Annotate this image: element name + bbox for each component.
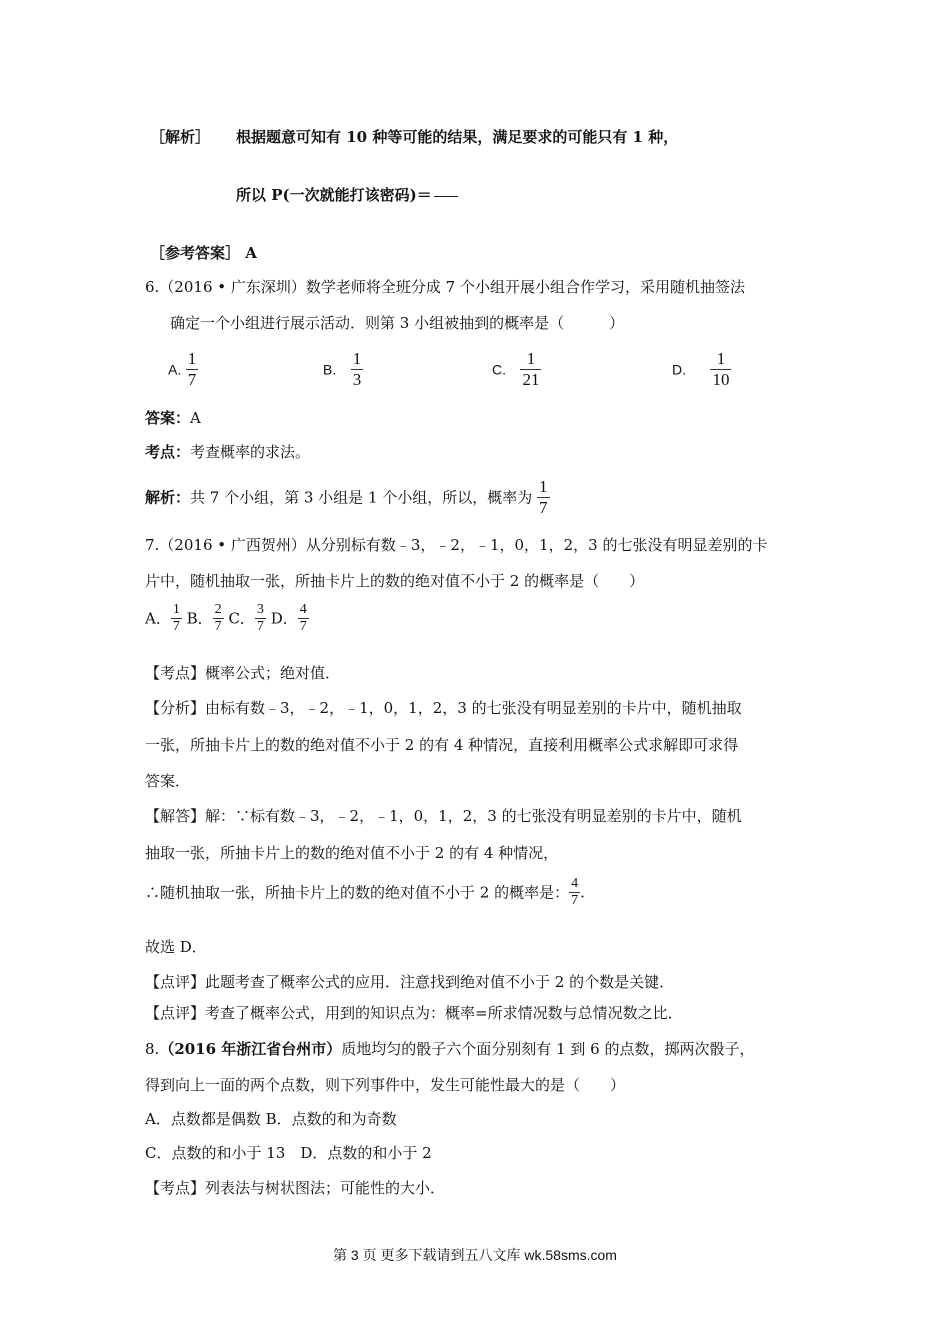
q6-option-c: C. $\frac{1}{21}$ [492, 349, 540, 389]
q6-answer-label: 答案： [145, 409, 191, 427]
q7-fenxi-line-3: 答案． [145, 772, 191, 790]
analysis-line-2 [236, 185, 458, 205]
q6-answer [145, 408, 201, 428]
fraction-blank [434, 196, 458, 197]
q7-stem-line-1: 7.（2016 • 广西贺州）从分别标有数﹣3，﹣2，﹣1，0，1，2，3 的七张没有明显差别的卡 [145, 536, 768, 554]
q7-guxuan: 故选 D． [145, 938, 207, 956]
analysis-line-1: 根据题意可知有 10 种等可能的结果，满足要求的可能只有 1 种， [236, 128, 679, 146]
q7-jieda-line-3 [145, 876, 585, 909]
q8-options-ab: A．点数都是偶数 B．点数的和为奇数 [145, 1110, 397, 1128]
q8-kaodian: 【考点】列表法与树状图法；可能性的大小． [145, 1179, 446, 1197]
q8-options-cd: C．点数的和小于 13 D．点数的和小于 2 [145, 1144, 432, 1162]
q6-point-label: 考点： [145, 443, 191, 461]
q7-jieda-fraction: $\frac{4}{7}$ [571, 876, 579, 908]
q7-option-c-fraction: $\frac{3}{7}$ [256, 602, 264, 634]
q6-answer-value: A [190, 409, 201, 427]
q6-option-a-fraction: $\frac{1}{7}$ [187, 349, 197, 389]
reference-answer-value: A [245, 244, 257, 262]
q7-option-d-fraction: $\frac{4}{7}$ [299, 602, 307, 634]
q7-fenxi-line-1: 【分析】由标有数﹣3，﹣2，﹣1，0，1，2，3 的七张没有明显差别的卡片中，随机抽取 [145, 699, 742, 717]
q7-option-c-label: C． [228, 609, 255, 628]
analysis-line-2-text: 所以 P(一次就能打该密码)＝ [236, 186, 432, 204]
q7-dianping-2: 【点评】考查了概率公式，用到的知识点为：概率=所求情况数与总情况数之比． [145, 1004, 683, 1022]
q8-stem-line-1 [145, 1039, 754, 1059]
q6-point [145, 442, 310, 462]
q7-kaodian: 【考点】概率公式；绝对值． [145, 664, 341, 682]
analysis-label: ［解析］ [150, 128, 211, 146]
q7-dianping-1: 【点评】此题考查了概率公式的应用．注意找到绝对值不小于 2 的个数是关键． [145, 973, 675, 991]
q7-option-a-label: A． [145, 609, 171, 628]
q7-options [145, 602, 309, 646]
q7-option-b-fraction: $\frac{2}{7}$ [214, 602, 222, 634]
q6-analysis [145, 477, 550, 518]
reference-answer-label: ［参考答案］ [150, 244, 241, 262]
q7-option-b-label: B． [186, 609, 213, 628]
q7-option-a-fraction: $\frac{1}{7}$ [172, 602, 180, 634]
q6-stem-line-2: 确定一个小组进行展示活动．则第 3 小组被抽到的概率是（ ） [170, 314, 625, 332]
q6-analysis-text: 共 7 个小组，第 3 小组是 1 个小组，所以，概率为 [190, 488, 533, 507]
q8-source: （2016 年浙江省台州市） [159, 1040, 342, 1058]
q7-jieda-line-3-text: ∴随机抽取一张，所抽卡片上的数的绝对值不小于 2 的概率是： [145, 883, 570, 902]
reference-answer [150, 243, 257, 263]
q7-jieda-line-1: 【解答】解：∵标有数﹣3，﹣2，﹣1，0，1，2，3 的七张没有明显差别的卡片中，随机 [145, 807, 742, 825]
q6-option-b-fraction: $\frac{1}{3}$ [352, 349, 362, 389]
q6-point-text: 考查概率的求法。 [190, 443, 311, 461]
q6-option-a: A. $\frac{1}{7}$ [168, 349, 197, 389]
q7-stem-line-2: 片中，随机抽取一张，所抽卡片上的数的绝对值不小于 2 的概率是（ ） [145, 572, 645, 590]
page-footer: 第 3 页 更多下载请到五八文库 wk.58sms.com [333, 1247, 617, 1263]
q6-stem-line-1: 6.（2016 • 广东深圳）数学老师将全班分成 7 个小组开展小组合作学习，采用随机抽签法 [145, 278, 745, 296]
q7-option-d-label: D． [270, 609, 298, 628]
q8-stem-line-1-text: 质地均匀的骰子六个面分别刻有 1 到 6 的点数，掷两次骰子， [341, 1040, 755, 1058]
q8-stem-line-2: 得到向上一面的两个点数，则下列事件中，发生可能性最大的是（ ） [145, 1076, 626, 1094]
q6-option-b: B. $\frac{1}{3}$ [323, 349, 362, 389]
q6-analysis-fraction: $\frac{1}{7}$ [539, 477, 548, 517]
q8-number: 8. [145, 1040, 160, 1058]
q7-jieda-line-2: 抽取一张，所抽卡片上的数的绝对值不小于 2 的有 4 种情况， [145, 844, 559, 862]
q6-analysis-label: 解析： [145, 488, 191, 507]
q6-option-d: D. $\frac{1}{10}$ [672, 349, 730, 389]
q7-fenxi-line-2: 一张，所抽卡片上的数的绝对值不小于 2 的有 4 种情况，直接利用概率公式求解即可求得 [145, 736, 739, 754]
q6-option-d-fraction: $\frac{1}{10}$ [712, 349, 730, 389]
q6-option-c-fraction: $\frac{1}{21}$ [522, 349, 540, 389]
q7-jieda-line-3-end: . [580, 883, 585, 902]
